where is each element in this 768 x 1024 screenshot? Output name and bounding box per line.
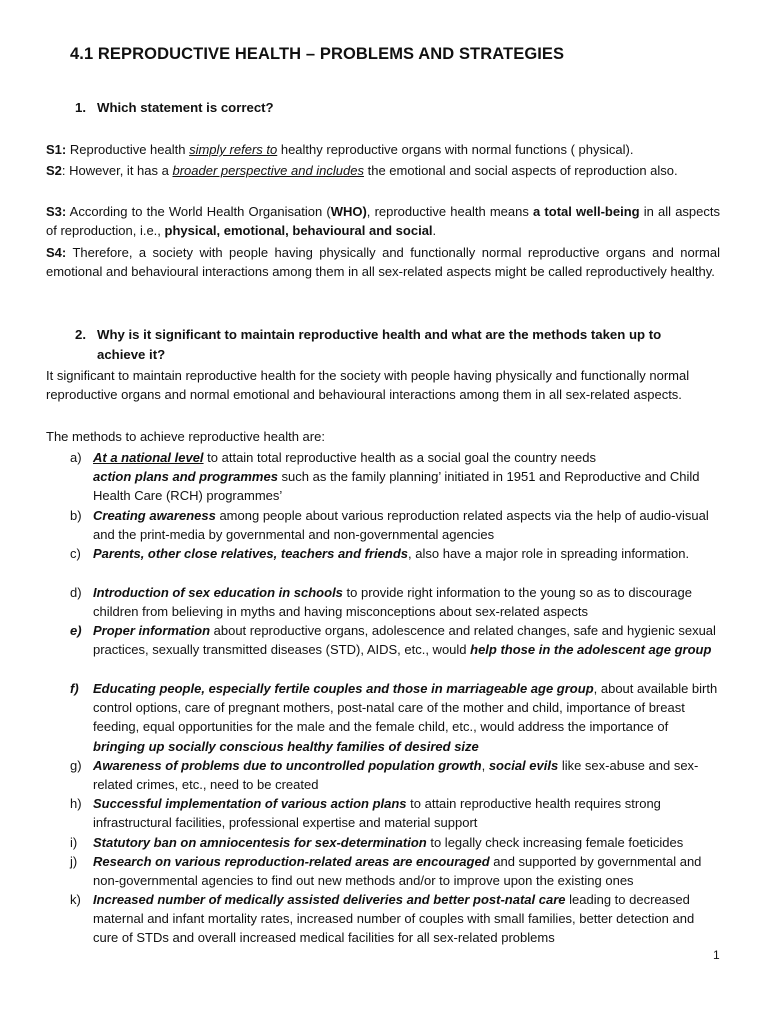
question-2-heading [75, 325, 662, 362]
question-1-text: Which statement is correct? [97, 100, 274, 115]
statement-s1: S1: Reproductive health simply refers to healthy reproductive organs with normal functions ( physical). [46, 142, 634, 157]
methods-intro: The methods to achieve reproductive health are: [46, 429, 325, 444]
question-1-number: 1. [75, 100, 86, 115]
statement-s4: S4: Therefore, a society with people having physically and functionally normal reproductive organs and normal emotional and behavioural interactions among them in all sex-related aspects might be called reproductively healthy. [46, 245, 720, 280]
list-item-i: i) Statutory ban on amniocentesis for sex-determination to legally check increasing female foeticides [70, 835, 684, 850]
list-item-b: b) Creating awareness among people about various reproduction related aspects via the help of audio-visual and the print-media by governmental and non-governmental agencies [70, 508, 709, 543]
question-2-number: 2. [75, 327, 86, 342]
list-item-e: e) Proper information about reproductive organs, adolescence and related changes, safe and hygienic sexual practices, sexually transmitted diseases (STD), AIDS, etc., would help those in the adolescent age group [70, 623, 716, 658]
list-item-a: a) At a national level to attain total reproductive health as a social goal the country needs action plans and programmes such as the family planning’ initiated in 1951 and Reproductive and Child Health Care (RCH) programmes’ [70, 450, 700, 504]
list-item-h: h) Successful implementation of various action plans to attain reproductive health requires strong infrastructural facilities, professional expertise and material support [70, 796, 661, 831]
question-2-intro: It significant to maintain reproductive health for the society with people having physically and functionally normal reproductive organs and normal emotional and behavioural interactions among them in all sex-related aspects. [46, 368, 690, 403]
question-2-text: Why is it significant to maintain reproductive health and what are the methods taken up to achieve it? [97, 327, 662, 362]
page-title: 4.1 REPRODUCTIVE HEALTH – PROBLEMS AND STRATEGIES [70, 45, 565, 63]
list-item-f: f) Educating people, especially fertile couples and those in marriageable age group, about available birth control options, care of pregnant mothers, post-natal care of the mother and child, importance of breast feeding, equal opportunities for the male and the female child, etc., would address the importance of bringing up socially conscious healthy families of desired size [70, 681, 718, 754]
statement-s2: S2: However, it has a broader perspective and includes the emotional and social aspects of reproduction also. [46, 163, 678, 178]
list-item-c: c) Parents, other close relatives, teachers and friends, also have a major role in spreading information. [70, 546, 690, 561]
list-item-d: d) Introduction of sex education in schools to provide right information to the young so as to discourage children from believing in myths and having misconceptions about sex-related aspects [70, 585, 692, 620]
statement-s3: S3: According to the World Health Organisation (WHO), reproductive health means a total well-being in all aspects of reproduction, i.e., physical, emotional, behavioural and social. [46, 204, 720, 239]
list-item-j: j) Research on various reproduction-related areas are encouraged and supported by governmental and non-governmental agencies to find out new methods and/or to improve upon the existing ones [70, 854, 702, 889]
page-number: 1 [713, 948, 720, 962]
question-1-heading [75, 98, 274, 118]
list-item-k: k) Increased number of medically assisted deliveries and better post-natal care leading to decreased maternal and infant mortality rates, increased number of couples with small families, better detection and cure of STDs and overall increased medical facilities for all sex-related problems [70, 892, 695, 946]
list-item-g: g) Awareness of problems due to uncontrolled population growth, social evils like sex-abuse and sex-related crimes, etc., need to be created [70, 758, 699, 793]
